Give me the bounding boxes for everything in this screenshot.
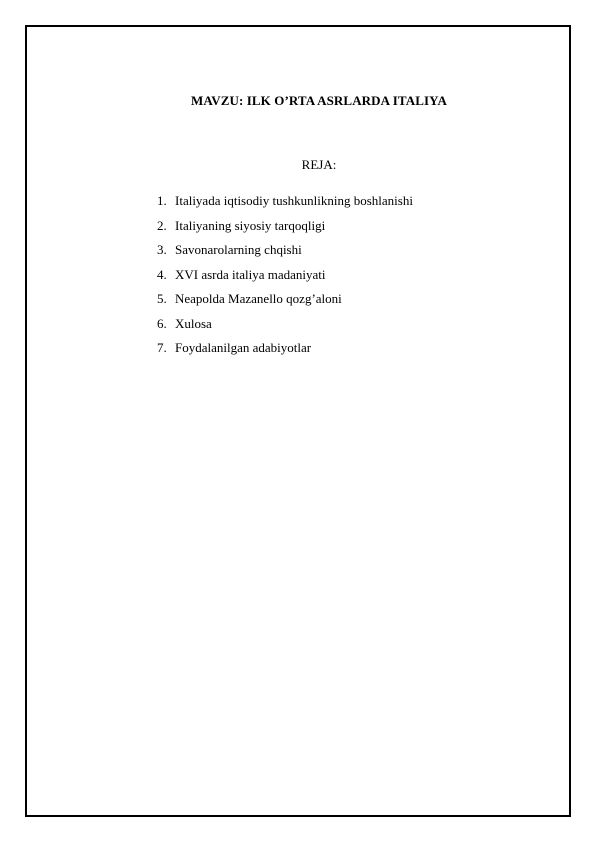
plan-item-number: 3. (157, 242, 167, 257)
plan-item (157, 192, 413, 217)
plan-item-number: 7. (157, 340, 167, 355)
page-border (25, 25, 571, 817)
plan-item-number: 5. (157, 291, 167, 306)
plan-item (157, 315, 413, 340)
plan-item-number: 6. (157, 315, 167, 331)
plan-item-text: Neapolda Mazanello qozg’aloni (175, 291, 342, 306)
plan-item-number: 4. (157, 266, 167, 282)
plan-item (157, 217, 413, 242)
plan-item-text: Italiyaning siyosiy tarqoqligi (175, 217, 326, 233)
plan-list (157, 192, 413, 364)
plan-item (157, 266, 413, 291)
plan-item-number: 1. (157, 193, 167, 208)
document-title: MAVZU: ILK O’RTA ASRLARDA ITALIYA (191, 93, 447, 108)
plan-item-number: 2. (157, 217, 167, 233)
plan-item (157, 339, 413, 364)
plan-item-text: Xulosa (175, 315, 212, 331)
plan-item (157, 290, 413, 315)
plan-item-text: XVI asrda italiya madaniyati (175, 266, 326, 282)
plan-item-text: Savonarolarning chqishi (175, 242, 302, 257)
plan-item (157, 241, 413, 266)
plan-item-text: Italiyada iqtisodiy tushkunlikning boshlanishi (175, 193, 413, 208)
plan-item-text: Foydalanilgan adabiyotlar (175, 340, 312, 355)
plan-heading: REJA: (301, 157, 337, 172)
